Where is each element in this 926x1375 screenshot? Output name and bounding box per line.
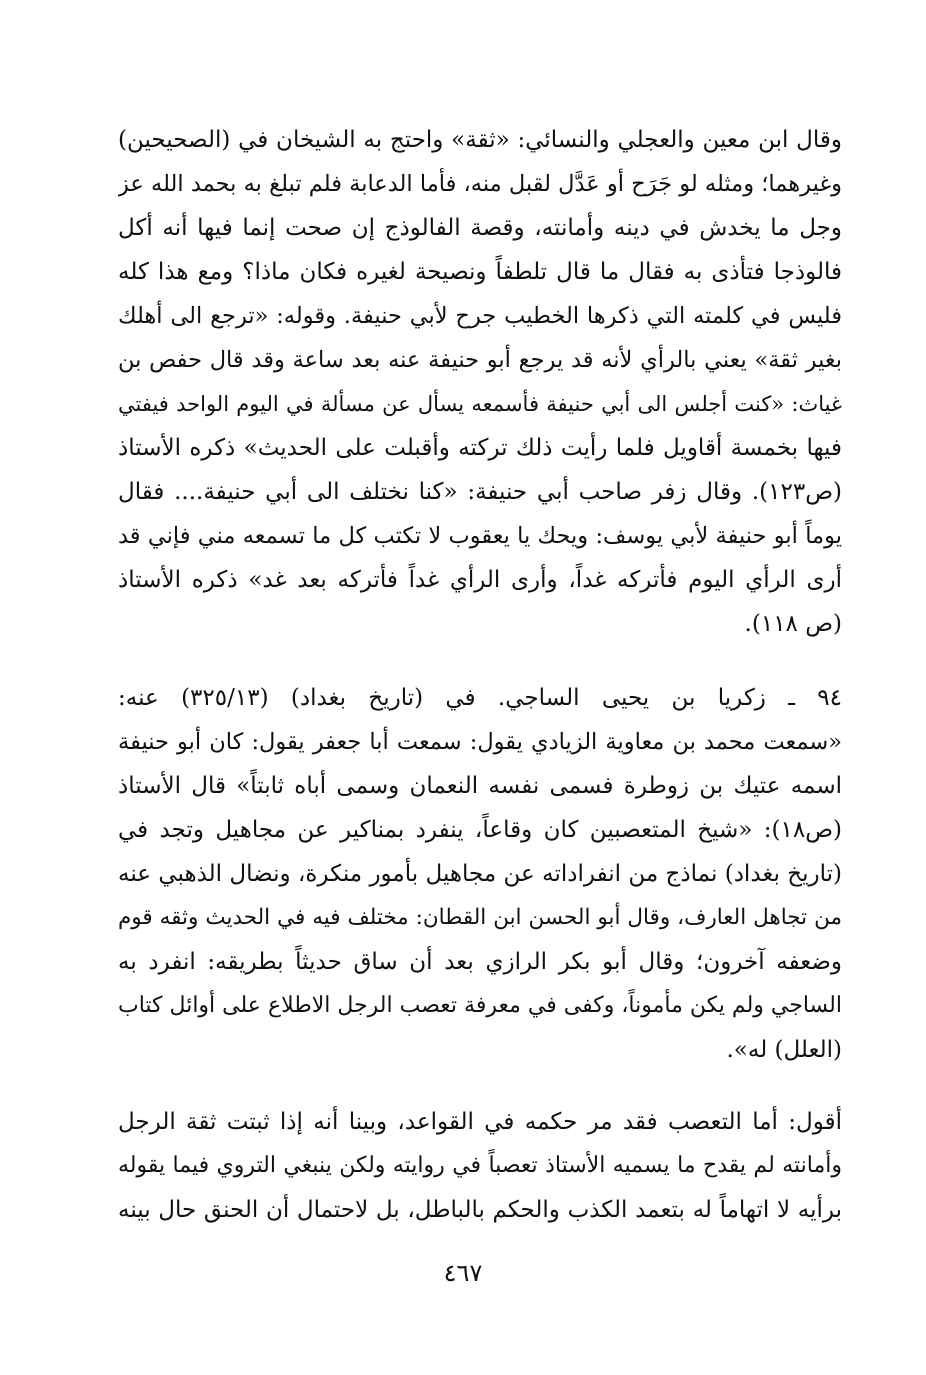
- text-line: غياث: «كنت أجلس الى أبي حنيفة فأسمعه يسأل عن مسألة في اليوم الواحد فيفتي: [118, 392, 842, 416]
- text-line: وغيرهما؛ ومثله لو جَرَح أو عَدَّل لقبل منه، فأما الدعابة فلم تبلغ به بحمد الله عز: [118, 171, 842, 197]
- text-line: وضعفه آخرون؛ وقال أبو بكر الرازي بعد أن ساق حديثاً بطريقه: انفرد به: [118, 949, 842, 975]
- text-line: الساجي ولم يكن مأموناً، وكفى في معرفة تعصب الرجل الاطلاع على أوائل كتاب: [118, 993, 842, 1018]
- text-line: بغير ثقة» يعني بالرأي لأنه قد يرجع أبو حنيفة عنه بعد ساعة وقد قال حفص بن: [118, 347, 842, 373]
- text-line: وقال ابن معين والعجلي والنسائي: «ثقة» واحتج به الشيخان في (الصحيحين): [118, 127, 842, 153]
- text-line: فيها بخمسة أقاويل فلما رأيت ذلك تركته وأقبلت على الحديث» ذكره الأستاذ: [118, 435, 842, 461]
- text-line: أرى الرأي اليوم فأتركه غداً، وأرى الرأي غداً فأتركه بعد غد» ذكره الأستاذ: [118, 567, 842, 593]
- text-line: (تاريخ بغداد) نماذج من انفراداته عن مجاهيل بأمور منكرة، ونضال الذهبي عنه: [118, 861, 842, 887]
- page-number: ٤٦٧: [443, 1259, 483, 1287]
- text-line: فليس في كلمته التي ذكرها الخطيب جرح لأبي حنيفة. وقوله: «ترجع الى أهلك: [118, 303, 842, 329]
- text-line: اسمه عتيك بن زوطرة فسمى نفسه النعمان وسمى أباه ثابتاً» قال الأستاذ: [118, 773, 842, 799]
- text-line: من تجاهل العارف، وقال أبو الحسن ابن القطان: مختلف فيه في الحديث وثقه قوم: [118, 905, 842, 930]
- text-line: أقول: أما التعصب فقد مر حكمه في القواعد، وبينا أنه إذا ثبتت ثقة الرجل: [118, 1109, 842, 1135]
- text-line: وأمانته لم يقدح ما يسميه الأستاذ تعصباً في روايته ولكن ينبغي التروي فيما يقوله: [118, 1153, 842, 1178]
- text-line: (ص ١١٨).: [744, 611, 842, 637]
- text-line: «سمعت محمد بن معاوية الزيادي يقول: سمعت أبا جعفر يقول: كان أبو حنيفة: [118, 729, 842, 755]
- text-line: ٩٤ ـ زكريا بن يحيى الساجي. في (تاريخ بغداد) (٣٢٥/١٣) عنه:: [118, 685, 842, 711]
- text-line: (ص١٢٣). وقال زفر صاحب أبي حنيفة: «كنا نختلف الى أبي حنيفة.... فقال: [118, 479, 842, 505]
- paragraph-3: [118, 1100, 842, 1232]
- text-line: يوماً أبو حنيفة لأبي يوسف: ويحك يا يعقوب لا تكتب كل ما تسمعه مني فإني قد: [118, 523, 842, 549]
- text-line: برأيه لا اتهاماً له بتعمد الكذب والحكم بالباطل، بل لاحتمال أن الحنق حال بينه: [118, 1197, 842, 1223]
- paragraph-2: [118, 676, 842, 1072]
- text-line: فالوذجا فتأذى به فقال ما قال تلطفاً ونصيحة لغيره فكان ماذا؟ ومع هذا كله: [118, 259, 842, 285]
- text-line: وجل ما يخدش في دينه وأمانته، وقصة الفالوذج إن صحت إنما فيها أنه أكل: [118, 215, 842, 241]
- text-line: (ص١٨): «شيخ المتعصبين كان وقاعاً، ينفرد بمناكير عن مجاهيل وتجد في: [118, 817, 842, 843]
- text-line: (العلل) له».: [726, 1037, 842, 1063]
- paragraph-1: [118, 118, 842, 646]
